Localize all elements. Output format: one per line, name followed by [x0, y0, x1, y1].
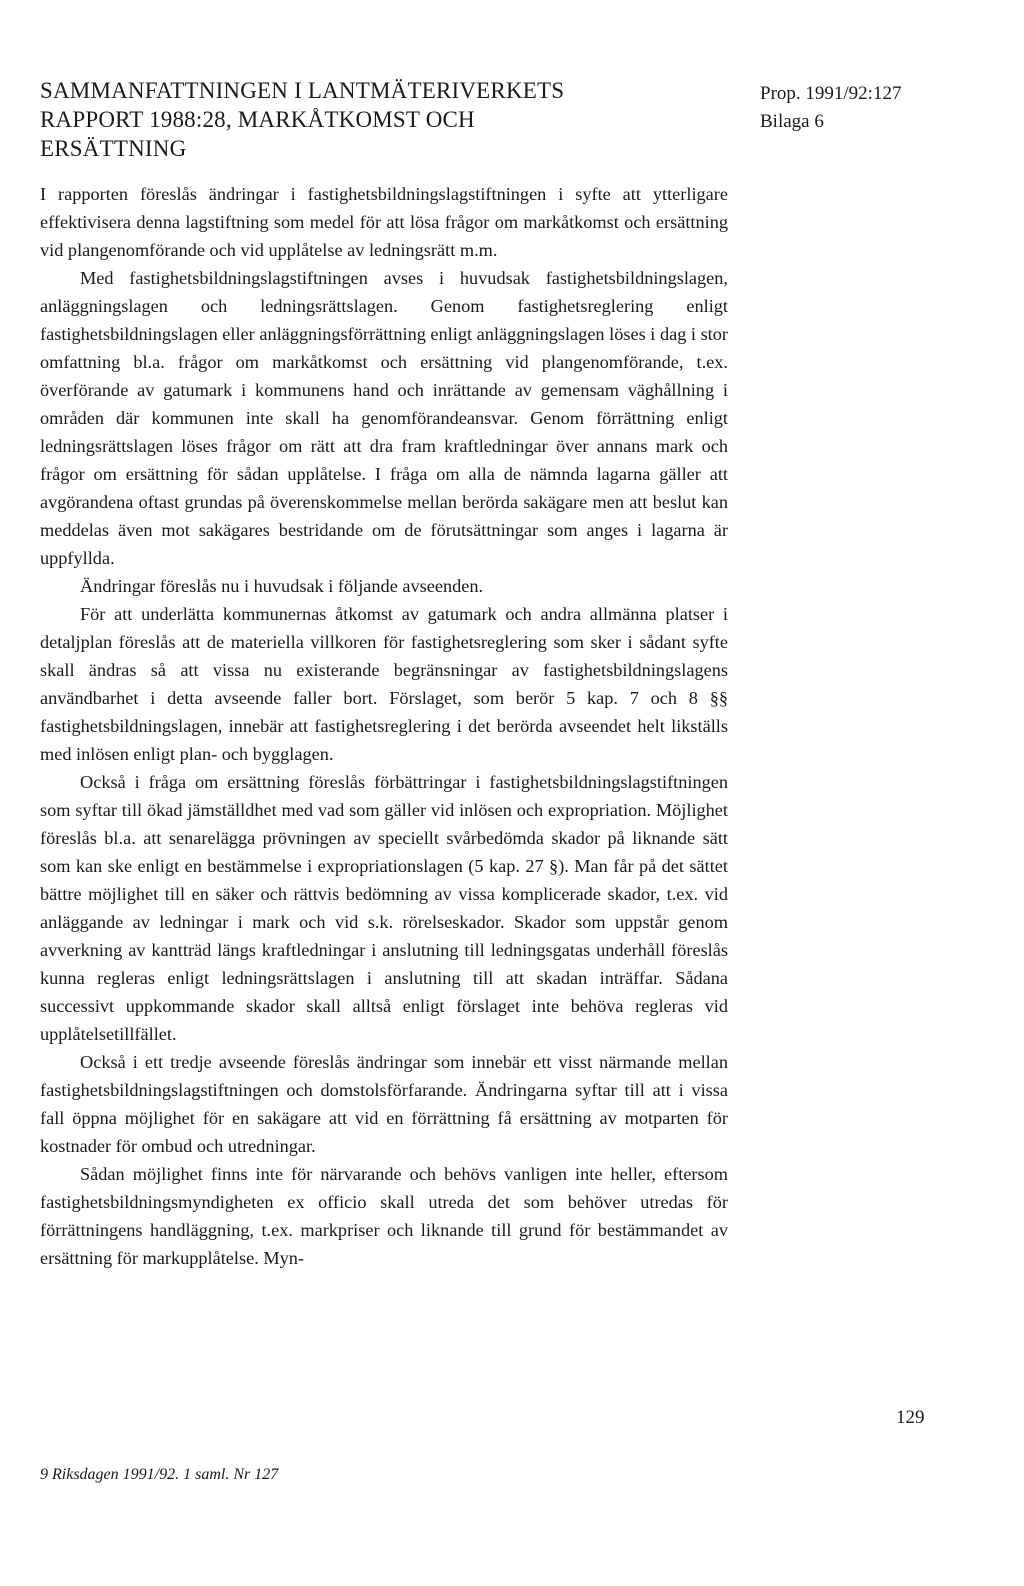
body-text: [40, 180, 728, 1272]
paragraph-4: För att underlätta kommunernas åtkomst av gatumark och andra allmänna platser i detaljplan föreslås att de materiella villkoren för fastighetsreglering som sker i sådant syfte skall ändras så att vissa nu existerande begränsningar av fastighetsbildningslagens användbarhet i detta avseende faller bort. Förslaget, som berör 5 kap. 7 och 8 §§ fastighetsbildningslagen, innebär att fastighetsreglering i det berörda avseendet helt likställs med inlösen enligt plan- och bygglagen.: [40, 604, 728, 764]
paragraph-5: Också i fråga om ersättning föreslås förbättringar i fastighetsbildningslagstiftningen som syftar till ökad jämställdhet med vad som gäller vid inlösen och expropriation. Möjlighet föreslås bl.a. att senarelägga prövningen av speciellt svårbedömda skador på liknande sätt som kan ske enligt en bestämmelse i expropriationslagen (5 kap. 27 §). Man får på det sättet bättre möjlighet till en säker och rättvis bedömning av vissa komplicerade skador, t.ex. vid anläggande av ledningar i mark och vid s.k. rörelseskador. Skador som uppstår genom avverkning av kantträd längs kraftledningar i anslutning till ledningsgatas underhåll föreslås kunna regleras enligt ledningsrättslagen i anslutning till att skadan inträffar. Sådana successivt uppkommande skador skall alltså enligt förslaget inte behöva regleras vid upplåtelsetillfället.: [40, 772, 728, 1044]
paragraph-3: Ändringar föreslås nu i huvudsak i följande avseenden.: [80, 576, 484, 596]
title-line-1: SAMMANFATTNINGEN I LANTMÄTERIVERKETS: [40, 78, 565, 103]
title-line-3: ERSÄTTNING: [40, 136, 187, 161]
prop-reference: Prop. 1991/92:127: [760, 83, 902, 104]
paragraph-2: Med fastighetsbildningslagstiftningen avses i huvudsak fastighetsbildningslagen, anläggningslagen och ledningsrättslagen. Genom fastighetsreglering enligt fastighetsbildningslagen eller anläggningsförrättning enligt anläggningslagen löses i dag i stor omfattning bl.a. frågor om markåtkomst och ersättning vid plangenomförande, t.ex. överförande av gatumark i kommunens hand och inrättande av gemensam väghållning i områden där kommunen inte skall ha genomförandeansvar. Genom förrättning enligt ledningsrättslagen löses frågor om rätt att dra fram kraftledningar över annans mark och frågor om ersättning för sådan upplåtelse. I fråga om alla de nämnda lagarna gäller att avgörandena oftast grundas på överenskommelse mellan berörda sakägare men att beslut kan meddelas även mot sakägares bestridande om de förutsättningar som anges i lagarna är uppfyllda.: [40, 268, 728, 568]
paragraph-1: I rapporten föreslås ändringar i fastighetsbildningslagstiftningen i syfte att ytterligare effektivisera denna lagstiftning som medel för att lösa frågor om markåtkomst och ersättning vid plangenomförande och vid upplåtelse av ledningsrätt m.m.: [40, 184, 728, 260]
paragraph-6: Också i ett tredje avseende föreslås ändringar som innebär ett visst närmande mellan fastighetsbildningslagstiftningen och domstolsförfarande. Ändringarna syftar till att i vissa fall öppna möjlighet för en sakägare att vid en förrättning få ersättning av motparten för kostnader för ombud och utredningar.: [40, 1052, 728, 1156]
footer-note: 9 Riksdagen 1991/92. 1 saml. Nr 127: [40, 1466, 279, 1483]
document-reference: [760, 80, 901, 136]
paragraph-7: Sådan möjlighet finns inte för närvarande och behövs vanligen inte heller, eftersom fastighetsbildningsmyndigheten ex officio skall utreda det som behöver utredas för förrättningens handläggning, t.ex. markpriser och liknande till grund för bestämmandet av ersättning för markupplåtelse. Myn-: [40, 1164, 728, 1268]
title-line-2: RAPPORT 1988:28, MARKÅTKOMST OCH: [40, 107, 475, 132]
bilaga-reference: Bilaga 6: [760, 111, 824, 132]
page-number: 129: [896, 1407, 925, 1428]
page-title: [40, 76, 700, 163]
